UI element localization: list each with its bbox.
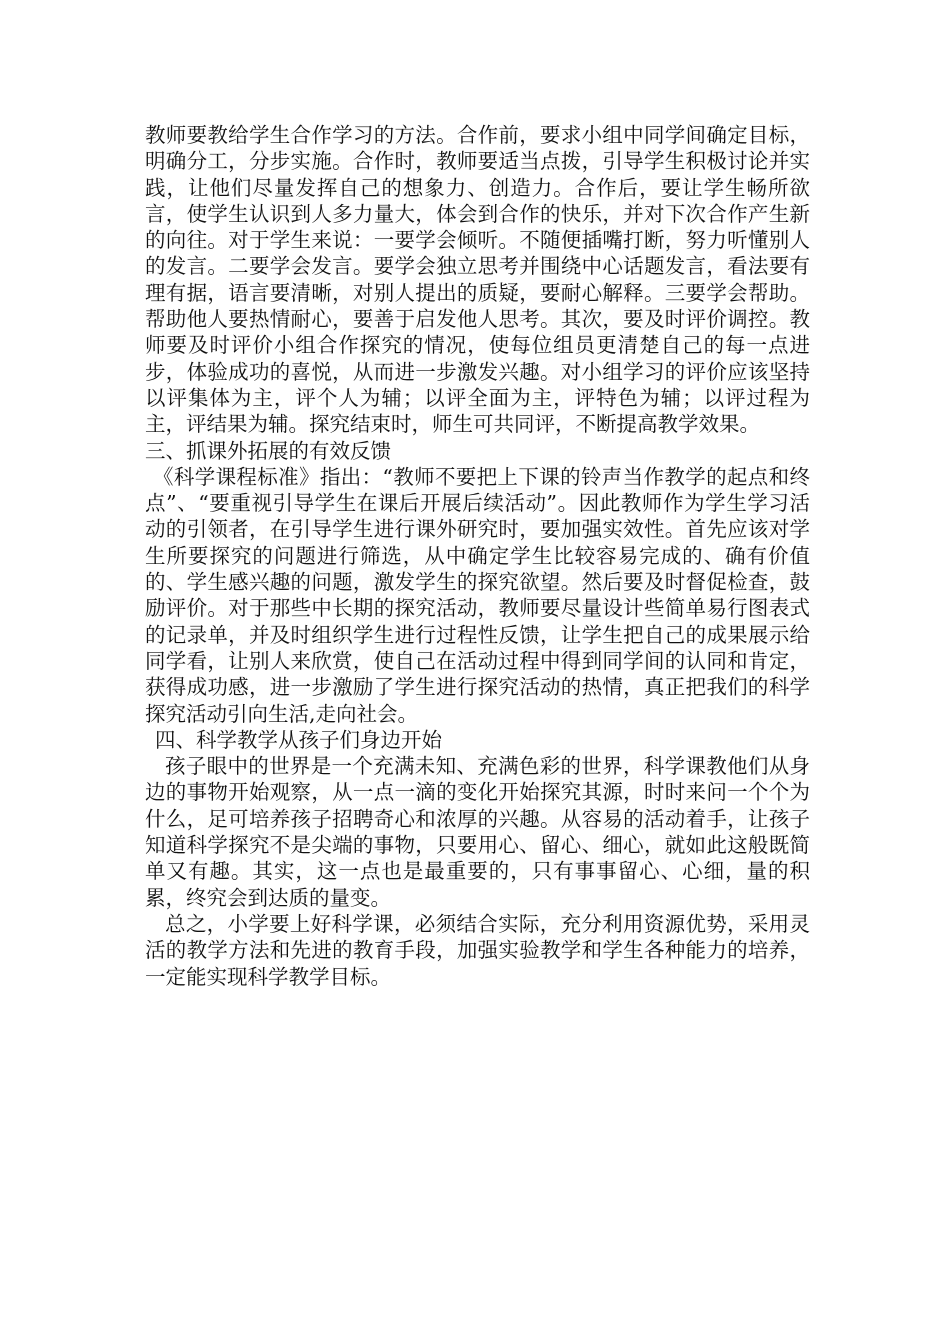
paragraph-conclusion: 总之，小学要上好科学课，必须结合实际，充分利用资源优势，采用灵活的教学方法和先进的教育手段，加强实验教学和学生各种能力的培养，一定能实现科学教学目标。: [145, 911, 810, 989]
paragraph-cooperative-learning: 教师要教给学生合作学习的方法。合作前，要求小组中同学间确定目标，明确分工，分步实施。合作时，教师要适当点拨，引导学生积极讨论并实践，让他们尽量发挥自己的想象力、创造力。合作后，要让学生畅所欲言，使学生认识到人多力量大，体会到合作的快乐，并对下次合作产生新的向往。对于学生来说：一要学会倾听。不随便插嘴打断，努力听懂别人的发言。二要学会发言。要学会独立思考并围绕中心话题发言，看法要有理有据，语言要清晰，对别人提出的质疑，要耐心解释。三要学会帮助。帮助他人要热情耐心，要善于启发他人思考。其次，要及时评价调控。教师要及时评价小组合作探究的情况，使每位组员更清楚自己的每一点进步，体验成功的喜悦，从而进一步激发兴趣。对小组学习的评价应该坚持以评集体为主，评个人为辅；以评全面为主，评特色为辅；以评过程为主，评结果为辅。探究结束时，师生可共同评，不断提高教学效果。: [145, 123, 810, 437]
document-body: [145, 122, 810, 990]
paragraph-extracurricular-feedback: 《科学课程标准》指出：“教师不要把上下课的铃声当作教学的起点和终点”、“要重视引导学生在课后开展后续活动”。因此教师作为学生学习活动的引领者，在引导学生进行课外研究时，要加强实效性。首先应该对学生所要探究的问题进行筛选，从中确定学生比较容易完成的、确有价值的、学生感兴趣的问题，激发学生的探究欲望。然后要及时督促检查，鼓励评价。对于那些中长期的探究活动，教师要尽量设计些简单易行图表式的记录单，并及时组织学生进行过程性反馈，让学生把自己的成果展示给同学看，让别人来欣赏，使自己在活动过程中得到同学间的认同和肯定，获得成功感，进一步激励了学生进行探究活动的热情，真正把我们的科学探究活动引向生活,走向社会。: [145, 464, 810, 726]
paragraph-children-surroundings: 孩子眼中的世界是一个充满未知、充满色彩的世界，科学课教他们从身边的事物开始观察，从一点一滴的变化开始探究其源，时时来问一个个为什么，足可培养孩子招聘奇心和浓厚的兴趣。从容易的活动着手，让孩子知道科学探究不是尖端的事物，只要用心、留心、细心，就如此这般既简单又有趣。其实，这一点也是最重要的，只有事事留心、心细，量的积累，终究会到达质的量变。: [145, 754, 810, 910]
section-heading-4: 四、科学教学从孩子们身边开始: [155, 727, 442, 752]
section-heading-3: 三、抓课外拓展的有效反馈: [145, 438, 391, 463]
